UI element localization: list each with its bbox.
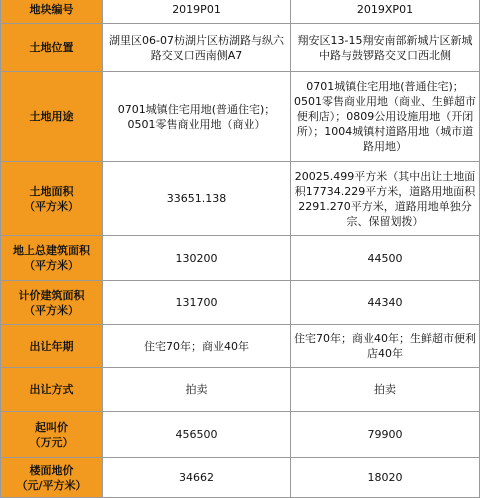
label-unit: （万元）	[29, 435, 74, 449]
table-row	[1, 236, 480, 281]
label-text: 土地面积	[29, 184, 74, 198]
row-label	[1, 412, 103, 458]
row-label	[1, 458, 103, 498]
cell-plot-a: 131700	[103, 281, 291, 325]
row-label	[1, 0, 103, 24]
table-row	[1, 0, 480, 24]
label-text: 起叫价	[35, 420, 68, 434]
cell-plot-b: 44500	[291, 236, 480, 281]
cell-plot-a: 湖里区06-07枋湖片区枋湖路与纵六路交叉口西南侧A7	[103, 24, 291, 72]
cell-plot-a: 33651.138	[103, 162, 291, 236]
cell-plot-a: 住宅70年；商业40年	[103, 325, 291, 368]
row-label	[1, 368, 103, 412]
label-text: 楼面地价	[29, 463, 74, 477]
row-label	[1, 162, 103, 236]
table-row	[1, 458, 480, 498]
cell-plot-b: 2019XP01	[291, 0, 480, 24]
label-text: 土地位置	[29, 41, 74, 54]
row-label	[1, 281, 103, 325]
table-row	[1, 162, 480, 236]
row-label	[1, 236, 103, 281]
cell-plot-b: 20025.499平方米（其中出让土地面积17734.229平方米，道路用地面积2291.270平方米，道路用地单独分宗、保留划拨）	[291, 162, 480, 236]
cell-plot-b: 住宅70年；商业40年；生鲜超市便利店40年	[291, 325, 480, 368]
label-text: 出让方式	[29, 383, 74, 396]
row-label	[1, 325, 103, 368]
table-row	[1, 368, 480, 412]
table-row	[1, 325, 480, 368]
label-text: 土地用途	[29, 110, 74, 123]
label-text: 计价建筑面积	[18, 288, 85, 302]
cell-plot-a: 拍卖	[103, 368, 291, 412]
row-label	[1, 24, 103, 72]
table-row	[1, 24, 480, 72]
cell-plot-a: 130200	[103, 236, 291, 281]
label-unit: （元/平方米）	[16, 478, 87, 492]
label-unit: （平方米）	[24, 259, 79, 272]
table-row	[1, 72, 480, 162]
cell-plot-b: 0701城镇住宅用地(普通住宅)；0501零售商业用地（商业、生鲜超市便利店）；0809公用设施用地（开闭所）；1004城镇村道路用地（城市道路用地）	[291, 72, 480, 162]
cell-plot-b: 翔安区13-15翔安南部新城片区新城中路与鼓锣路交叉口西北侧	[291, 24, 480, 72]
label-text: 地块编号	[29, 2, 74, 16]
row-label	[1, 72, 103, 162]
table-row	[1, 412, 480, 458]
label-text: 地上总建筑面积	[13, 244, 90, 257]
cell-plot-b: 44340	[291, 281, 480, 325]
cell-plot-b: 拍卖	[291, 368, 480, 412]
table-row	[1, 281, 480, 325]
label-text: 出让年期	[29, 339, 74, 353]
cell-plot-b: 18020	[291, 458, 480, 498]
cell-plot-a: 34662	[103, 458, 291, 498]
label-unit: （平方米）	[24, 303, 79, 317]
cell-plot-a: 0701城镇住宅用地(普通住宅)；0501零售商业用地（商业）	[103, 72, 291, 162]
label-unit: （平方米）	[24, 199, 79, 213]
cell-plot-b: 79900	[291, 412, 480, 458]
cell-plot-a: 2019P01	[103, 0, 291, 24]
cell-plot-a: 456500	[103, 412, 291, 458]
